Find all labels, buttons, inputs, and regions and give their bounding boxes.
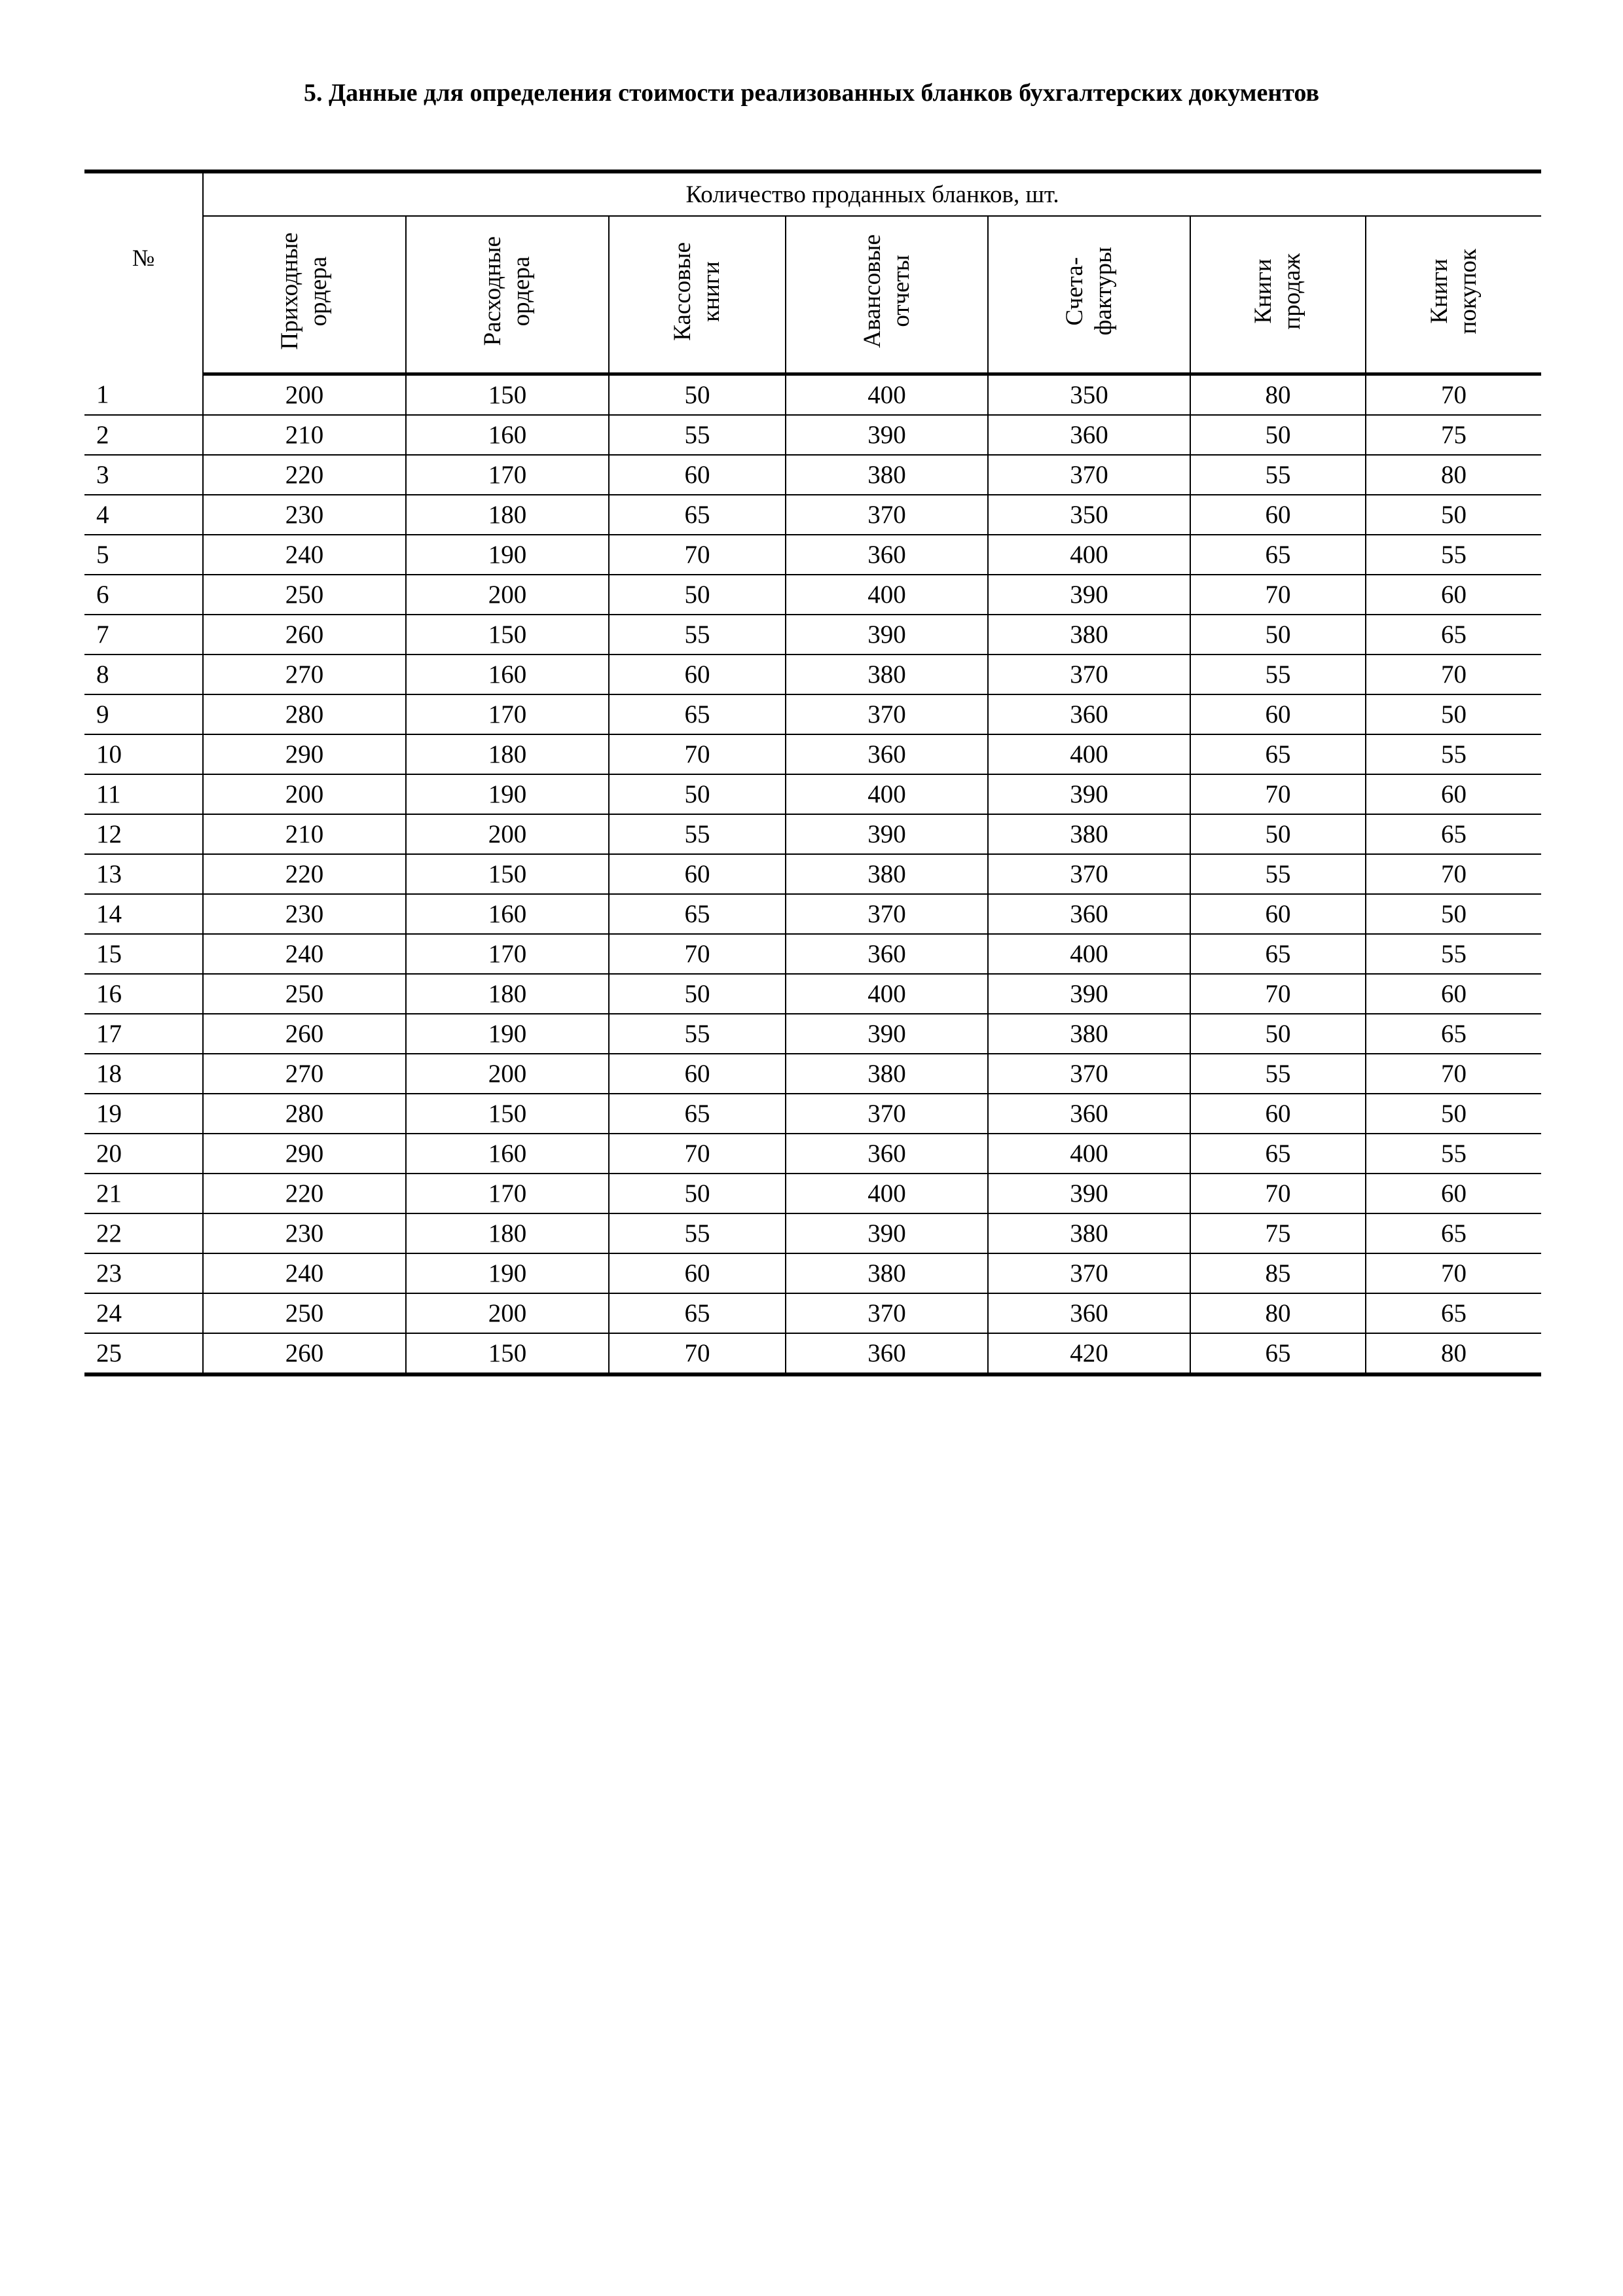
table-cell: 55 [1190,455,1366,495]
table-row [84,1174,1541,1213]
table-cell: 180 [406,734,609,774]
row-number-cell: 11 [84,774,203,814]
table-cell: 180 [406,974,609,1014]
table-row [84,1253,1541,1293]
table-row [84,1134,1541,1174]
table-cell: 400 [988,734,1190,774]
row-number-cell: 23 [84,1253,203,1293]
table-cell: 370 [988,655,1190,694]
table-cell: 390 [988,575,1190,615]
table-cell: 65 [1366,1213,1541,1253]
table-cell: 400 [786,774,988,814]
table-row [84,934,1541,974]
table-cell: 250 [203,1293,406,1333]
table-cell: 50 [1366,495,1541,535]
table-cell: 55 [609,1014,786,1054]
table-cell: 380 [786,455,988,495]
table-cell: 290 [203,734,406,774]
table-body [84,374,1541,1375]
table-cell: 190 [406,774,609,814]
table-cell: 360 [786,1134,988,1174]
table-cell: 230 [203,1213,406,1253]
table-cell: 60 [609,455,786,495]
table-cell: 70 [609,734,786,774]
table-cell: 70 [1190,1174,1366,1213]
table-cell: 400 [786,1174,988,1213]
row-number-cell: 2 [84,415,203,455]
table-row [84,535,1541,575]
table-cell: 210 [203,814,406,854]
group-column-header: Количество проданных бланков, шт. [203,171,1541,216]
table-cell: 240 [203,934,406,974]
table-cell: 50 [1190,615,1366,655]
table-cell: 65 [1366,814,1541,854]
table-cell: 50 [1190,814,1366,854]
row-number-cell: 16 [84,974,203,1014]
table-row [84,615,1541,655]
table-cell: 65 [1366,1014,1541,1054]
table-cell: 200 [406,575,609,615]
table-cell: 370 [988,455,1190,495]
table-cell: 260 [203,1014,406,1054]
table-cell: 60 [1366,774,1541,814]
table-cell: 380 [988,615,1190,655]
row-number-cell: 22 [84,1213,203,1253]
table-cell: 380 [988,1014,1190,1054]
table-cell: 400 [988,535,1190,575]
column-header-label: Кассовые книги [669,242,725,341]
table-cell: 240 [203,1253,406,1293]
table-cell: 70 [1366,854,1541,894]
table-cell: 65 [1190,1333,1366,1374]
table-cell: 400 [786,974,988,1014]
table-cell: 200 [406,1293,609,1333]
table-cell: 200 [406,1054,609,1094]
table-cell: 70 [1366,655,1541,694]
row-number-cell: 24 [84,1293,203,1333]
table-cell: 170 [406,1174,609,1213]
table-cell: 270 [203,1054,406,1094]
table-cell: 400 [988,1134,1190,1174]
column-header-label: Книги покупок [1425,248,1482,334]
table-cell: 220 [203,854,406,894]
table-cell: 50 [1190,415,1366,455]
table-cell: 390 [988,1174,1190,1213]
row-number-cell: 4 [84,495,203,535]
table-row [84,1213,1541,1253]
row-number-cell: 9 [84,694,203,734]
table-cell: 370 [988,1054,1190,1094]
table-cell: 230 [203,894,406,934]
table-cell: 50 [609,974,786,1014]
table-cell: 210 [203,415,406,455]
table-cell: 270 [203,655,406,694]
column-header-invoices [988,216,1190,374]
table-cell: 290 [203,1134,406,1174]
row-number-cell: 17 [84,1014,203,1054]
table-cell: 65 [609,694,786,734]
row-number-cell: 1 [84,374,203,416]
row-number-cell: 3 [84,455,203,495]
table-cell: 65 [1366,615,1541,655]
table-cell: 60 [1366,575,1541,615]
table-cell: 50 [1366,894,1541,934]
table-cell: 70 [609,934,786,974]
table-row [84,1293,1541,1333]
table-cell: 170 [406,694,609,734]
row-number-cell: 18 [84,1054,203,1094]
row-number-cell: 19 [84,1094,203,1134]
table-cell: 160 [406,894,609,934]
table-cell: 150 [406,1094,609,1134]
table-cell: 370 [786,1293,988,1333]
table-cell: 200 [203,774,406,814]
table-cell: 65 [609,1094,786,1134]
column-header-label: Приходные ордера [276,232,332,350]
row-number-cell: 21 [84,1174,203,1213]
row-number-cell: 15 [84,934,203,974]
table-cell: 50 [609,374,786,416]
column-header-label: Счета- фактуры [1061,247,1117,336]
table-cell: 75 [1366,415,1541,455]
table-row [84,734,1541,774]
table-cell: 70 [1190,974,1366,1014]
table-cell: 50 [1190,1014,1366,1054]
table-cell: 55 [609,615,786,655]
column-header-outgoing-orders [406,216,609,374]
table-cell: 200 [203,374,406,416]
table-cell: 60 [1366,974,1541,1014]
table-cell: 80 [1190,374,1366,416]
table-cell: 150 [406,615,609,655]
table-cell: 65 [1190,734,1366,774]
table-cell: 380 [988,1213,1190,1253]
table-cell: 160 [406,655,609,694]
table-cell: 55 [1366,1134,1541,1174]
table-cell: 260 [203,615,406,655]
table-cell: 160 [406,1134,609,1174]
table-row [84,655,1541,694]
table-cell: 380 [988,814,1190,854]
table-cell: 250 [203,974,406,1014]
table-cell: 360 [786,535,988,575]
table-cell: 85 [1190,1253,1366,1293]
table-cell: 240 [203,535,406,575]
table-cell: 50 [609,1174,786,1213]
table-cell: 60 [1190,894,1366,934]
table-cell: 55 [1190,854,1366,894]
table-cell: 70 [1190,575,1366,615]
row-number-cell: 10 [84,734,203,774]
table-cell: 65 [609,1293,786,1333]
table-header [84,171,1541,374]
table-cell: 65 [1190,1134,1366,1174]
table-cell: 50 [1366,1094,1541,1134]
table-cell: 370 [988,1253,1190,1293]
row-number-cell: 25 [84,1333,203,1374]
table-cell: 170 [406,455,609,495]
table-row [84,894,1541,934]
table-cell: 360 [988,1293,1190,1333]
table-cell: 200 [406,814,609,854]
table-row [84,1333,1541,1374]
table-cell: 350 [988,495,1190,535]
table-cell: 65 [1190,535,1366,575]
table-cell: 280 [203,1094,406,1134]
table-cell: 380 [786,854,988,894]
data-table [84,170,1541,1376]
table-cell: 70 [1366,374,1541,416]
table-cell: 80 [1366,455,1541,495]
table-cell: 220 [203,455,406,495]
table-cell: 50 [1366,694,1541,734]
table-cell: 390 [786,1213,988,1253]
row-number-cell: 20 [84,1134,203,1174]
table-row [84,774,1541,814]
table-cell: 190 [406,1253,609,1293]
table-cell: 180 [406,495,609,535]
table-row [84,1094,1541,1134]
table-cell: 390 [786,415,988,455]
table-cell: 360 [786,734,988,774]
table-cell: 380 [786,1253,988,1293]
table-cell: 400 [786,575,988,615]
table-cell: 150 [406,854,609,894]
table-cell: 55 [609,1213,786,1253]
table-cell: 390 [988,974,1190,1014]
table-cell: 230 [203,495,406,535]
table-cell: 170 [406,934,609,974]
column-header-cash-books [609,216,786,374]
column-header-label: Книги продаж [1250,253,1305,330]
table-row [84,455,1541,495]
table-cell: 55 [609,814,786,854]
table-cell: 50 [609,774,786,814]
table-row [84,495,1541,535]
table-cell: 70 [609,1134,786,1174]
table-cell: 260 [203,1333,406,1374]
column-header-purchase-books [1366,216,1541,374]
row-number-cell: 13 [84,854,203,894]
table-cell: 55 [1190,655,1366,694]
table-row [84,1014,1541,1054]
table-cell: 55 [1366,934,1541,974]
row-number-cell: 7 [84,615,203,655]
table-cell: 180 [406,1213,609,1253]
table-cell: 280 [203,694,406,734]
table-cell: 70 [1366,1253,1541,1293]
table-cell: 60 [1366,1174,1541,1213]
column-header-label: Расходные ордера [479,236,535,346]
row-number-cell: 8 [84,655,203,694]
table-cell: 150 [406,1333,609,1374]
table-row [84,974,1541,1014]
table-cell: 400 [988,934,1190,974]
table-cell: 65 [1366,1293,1541,1333]
table-row [84,1054,1541,1094]
table-cell: 400 [786,374,988,416]
table-row [84,575,1541,615]
table-cell: 360 [786,1333,988,1374]
table-cell: 370 [988,854,1190,894]
table-cell: 190 [406,535,609,575]
row-number-cell: 12 [84,814,203,854]
table-cell: 75 [1190,1213,1366,1253]
table-cell: 370 [786,894,988,934]
table-cell: 370 [786,495,988,535]
table-cell: 80 [1190,1293,1366,1333]
table-cell: 60 [1190,495,1366,535]
table-cell: 65 [1190,934,1366,974]
table-row [84,415,1541,455]
table-cell: 55 [1366,734,1541,774]
table-cell: 220 [203,1174,406,1213]
row-number-cell: 5 [84,535,203,575]
table-cell: 65 [609,894,786,934]
table-cell: 420 [988,1333,1190,1374]
table-row [84,694,1541,734]
table-cell: 380 [786,655,988,694]
table-cell: 55 [609,415,786,455]
table-cell: 190 [406,1014,609,1054]
row-number-cell: 14 [84,894,203,934]
table-cell: 50 [609,575,786,615]
table-cell: 60 [609,1253,786,1293]
column-header-advance-reports [786,216,988,374]
table-cell: 70 [609,1333,786,1374]
column-header-sales-books [1190,216,1366,374]
table-cell: 360 [988,694,1190,734]
table-cell: 55 [1190,1054,1366,1094]
table-cell: 80 [1366,1333,1541,1374]
table-cell: 60 [609,1054,786,1094]
table-cell: 360 [988,894,1190,934]
table-cell: 390 [988,774,1190,814]
row-number-cell: 6 [84,575,203,615]
column-header-label: Авансовые отчеты [858,234,915,348]
table-cell: 70 [1366,1054,1541,1094]
table-cell: 390 [786,1014,988,1054]
table-cell: 55 [1366,535,1541,575]
table-cell: 360 [988,1094,1190,1134]
number-column-header: № [84,171,203,374]
table-cell: 65 [609,495,786,535]
table-cell: 380 [786,1054,988,1094]
table-cell: 70 [1190,774,1366,814]
table-row [84,374,1541,416]
table-cell: 60 [609,655,786,694]
table-cell: 390 [786,615,988,655]
table-cell: 160 [406,415,609,455]
table-row [84,854,1541,894]
table-cell: 360 [988,415,1190,455]
table-cell: 70 [609,535,786,575]
table-cell: 360 [786,934,988,974]
column-header-incoming-orders [203,216,406,374]
table-cell: 250 [203,575,406,615]
table-cell: 60 [1190,694,1366,734]
table-cell: 370 [786,694,988,734]
table-cell: 390 [786,814,988,854]
table-cell: 350 [988,374,1190,416]
page-title: 5. Данные для определения стоимости реализованных бланков бухгалтерских документов [304,79,1319,107]
table-cell: 60 [609,854,786,894]
table-cell: 150 [406,374,609,416]
table-cell: 60 [1190,1094,1366,1134]
table-cell: 370 [786,1094,988,1134]
table-row [84,814,1541,854]
